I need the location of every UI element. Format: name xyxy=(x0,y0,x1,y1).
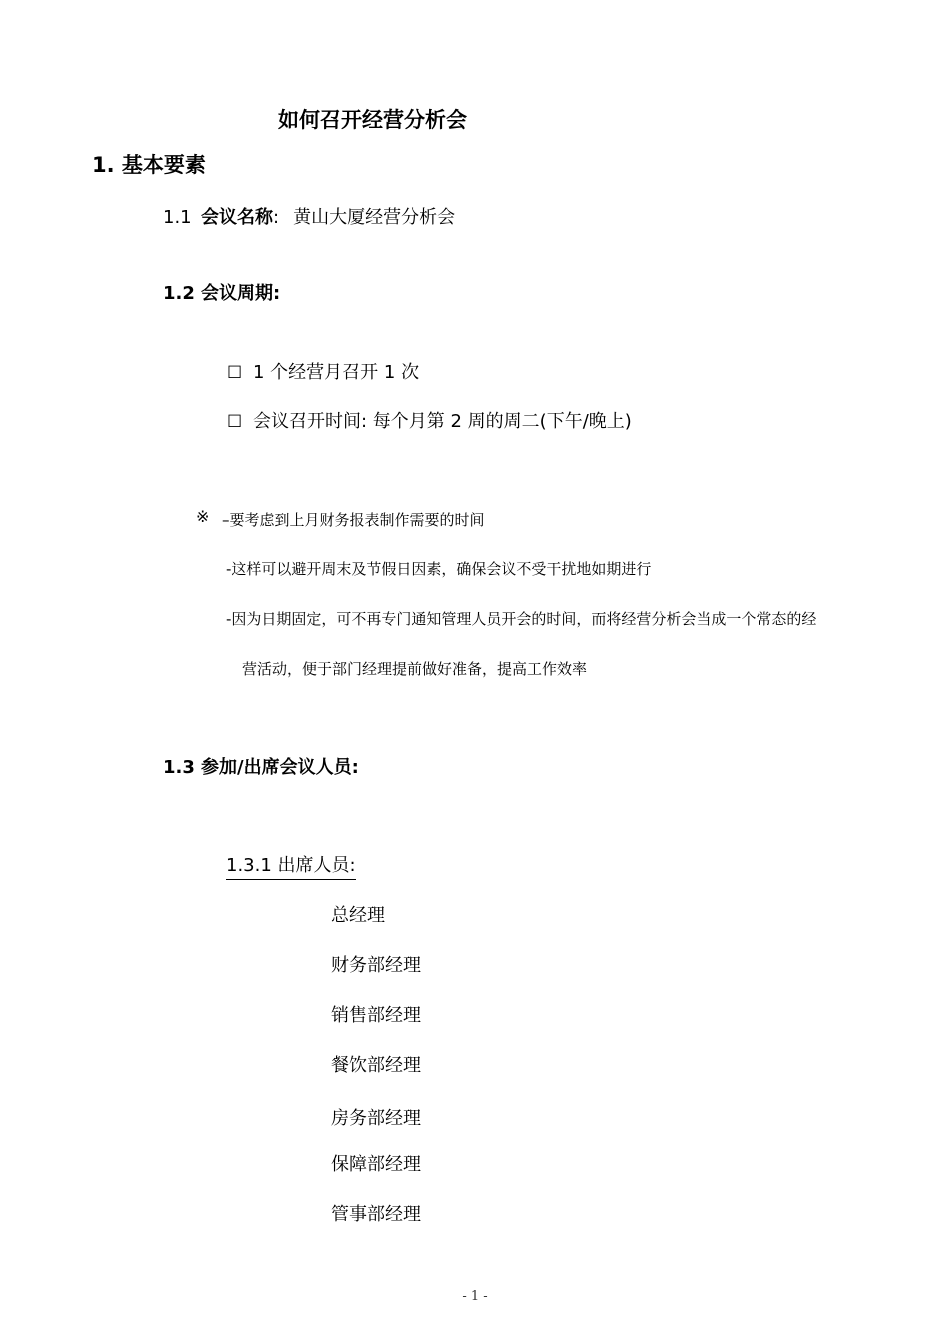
page-number: - 1 - xyxy=(462,1289,488,1304)
note-line-2: -这样可以避开周末及节假日因素，确保会议不受干扰地如期进行 xyxy=(226,560,652,578)
item-1-1-colon: : xyxy=(273,207,280,228)
checkbox-icon: ☐ xyxy=(227,363,243,383)
cycle-bullet-text: 会议召开时间: 每个月第 2 周的周二(下午/晚上) xyxy=(253,411,632,432)
item-1-3-heading xyxy=(163,759,359,777)
reference-mark-icon: ※ xyxy=(196,507,210,526)
attendee-item: 财务部经理 xyxy=(331,955,421,976)
cycle-bullet-1 xyxy=(227,364,419,382)
attendees-subheading-colon: : xyxy=(349,855,356,876)
attendee-item: 房务部经理 xyxy=(331,1108,421,1129)
attendee-item: 销售部经理 xyxy=(331,1005,421,1026)
item-1-2-heading xyxy=(163,285,280,303)
attendee-item: 总经理 xyxy=(331,905,385,926)
item-1-1-value: 黄山大厦经营分析会 xyxy=(293,207,456,228)
checkbox-icon: ☐ xyxy=(227,412,243,432)
attendee-item: 餐饮部经理 xyxy=(331,1055,421,1076)
item-1-1-label: 会议名称 xyxy=(201,207,273,228)
note-line-4: 营活动，便于部门经理提前做好准备，提高工作效率 xyxy=(242,660,588,678)
cycle-bullet-text: 1 个经营月召开 1 次 xyxy=(253,362,420,383)
attendee-item: 管事部经理 xyxy=(331,1204,421,1225)
item-1-2-number: 1.2 xyxy=(163,283,195,304)
document-title: 如何召开经营分析会 xyxy=(278,108,467,132)
note-line-1: –要考虑到上月财务报表制作需要的时间 xyxy=(222,511,485,529)
section-1-heading: 1. 基本要素 xyxy=(92,153,206,177)
item-1-3-label: 参加/出席会议人员: xyxy=(201,757,359,778)
cycle-bullet-2 xyxy=(227,413,632,431)
attendees-subheading-text: 1.3.1 出席人员 xyxy=(226,855,350,876)
item-1-2-label: 会议周期: xyxy=(201,283,281,304)
note-line-3: -因为日期固定，可不再专门通知管理人员开会的时间，而将经营分析会当成一个常态的经 xyxy=(226,610,817,628)
attendees-subheading xyxy=(226,857,356,880)
attendee-item: 保障部经理 xyxy=(331,1154,421,1175)
item-1-1-number: 1.1 xyxy=(163,207,192,228)
item-1-3-number: 1.3 xyxy=(163,757,195,778)
item-1-1 xyxy=(163,209,455,227)
